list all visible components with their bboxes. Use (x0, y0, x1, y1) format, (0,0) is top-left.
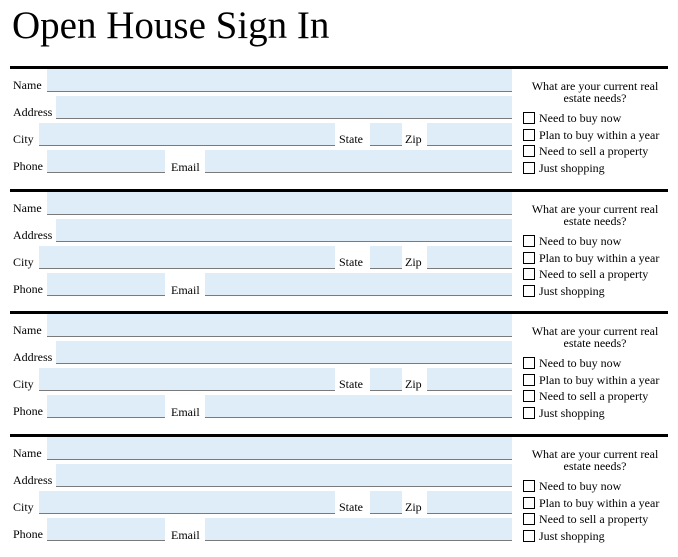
phone-label: Phone (13, 404, 43, 418)
address-field[interactable] (56, 341, 512, 364)
phone-label: Phone (13, 527, 43, 541)
name-label: Name (13, 78, 42, 92)
name-field[interactable] (47, 192, 512, 215)
phone-field[interactable] (47, 518, 165, 541)
question-line-2: estate needs? (563, 214, 627, 228)
option-just-shopping[interactable] (523, 406, 605, 421)
option-label: Plan to buy within a year (539, 127, 660, 142)
name-field[interactable] (47, 314, 512, 337)
option-label: Need to buy now (539, 111, 622, 125)
email-field[interactable] (205, 273, 512, 296)
page-title: Open House Sign In (12, 4, 330, 47)
city-field[interactable] (39, 246, 335, 269)
zip-field[interactable] (427, 368, 512, 391)
phone-label: Phone (13, 159, 43, 173)
zip-field[interactable] (427, 246, 512, 269)
option-label: Plan to buy within a year (539, 372, 660, 387)
address-label: Address (13, 473, 53, 487)
option-just-shopping[interactable] (523, 529, 605, 544)
option-label: Need to sell a property (539, 389, 649, 404)
city-label: City (13, 255, 34, 269)
address-field[interactable] (56, 464, 512, 487)
checkbox[interactable] (523, 480, 535, 492)
question-line-2: estate needs? (563, 336, 627, 350)
question-line-1: What are your current real (531, 447, 659, 461)
option-label: Need to buy now (539, 234, 622, 248)
option-label: Need to sell a property (539, 267, 649, 282)
option-label: Need to sell a property (539, 512, 649, 527)
phone-field[interactable] (47, 150, 165, 173)
name-label: Name (13, 446, 42, 460)
checkbox[interactable] (523, 407, 535, 419)
sign-in-section-4 (0, 434, 678, 556)
phone-field[interactable] (47, 395, 165, 418)
checkbox[interactable] (523, 497, 535, 509)
city-label: City (13, 132, 34, 146)
address-label: Address (13, 228, 53, 242)
email-label: Email (171, 528, 200, 542)
email-field[interactable] (205, 518, 512, 541)
checkbox[interactable] (523, 145, 535, 157)
sign-in-section-1 (0, 66, 678, 188)
question-line-2: estate needs? (563, 91, 627, 105)
checkbox[interactable] (523, 268, 535, 280)
name-label: Name (13, 323, 42, 337)
zip-label: Zip (405, 132, 422, 146)
address-label: Address (13, 350, 53, 364)
checkbox[interactable] (523, 285, 535, 297)
state-label: State (339, 377, 363, 391)
question-line-1: What are your current real (531, 79, 659, 93)
name-label: Name (13, 201, 42, 215)
address-field[interactable] (56, 219, 512, 242)
real-estate-needs-question (525, 203, 665, 227)
option-need-to-buy-now[interactable] (523, 356, 621, 371)
state-field[interactable] (370, 368, 402, 391)
address-field[interactable] (56, 96, 512, 119)
email-field[interactable] (205, 150, 512, 173)
checkbox[interactable] (523, 357, 535, 369)
checkbox[interactable] (523, 112, 535, 124)
option-plan-to-buy-within-year[interactable] (523, 496, 659, 511)
option-just-shopping[interactable] (523, 161, 605, 176)
city-field[interactable] (39, 491, 335, 514)
email-field[interactable] (205, 395, 512, 418)
option-need-to-sell-property[interactable] (523, 389, 648, 404)
checkbox[interactable] (523, 252, 535, 264)
option-label: Just shopping (539, 284, 605, 299)
option-plan-to-buy-within-year[interactable] (523, 373, 659, 388)
state-label: State (339, 255, 363, 269)
question-line-1: What are your current real (531, 324, 659, 338)
zip-label: Zip (405, 500, 422, 514)
option-need-to-buy-now[interactable] (523, 234, 621, 249)
option-label: Plan to buy within a year (539, 495, 660, 510)
state-field[interactable] (370, 491, 402, 514)
checkbox[interactable] (523, 530, 535, 542)
real-estate-needs-question (525, 448, 665, 472)
checkbox[interactable] (523, 129, 535, 141)
option-label: Need to buy now (539, 479, 622, 493)
option-label: Just shopping (539, 406, 605, 421)
option-label: Just shopping (539, 529, 605, 544)
option-label: Just shopping (539, 161, 605, 176)
real-estate-needs-question (525, 325, 665, 349)
name-field[interactable] (47, 69, 512, 92)
city-label: City (13, 377, 34, 391)
phone-field[interactable] (47, 273, 165, 296)
question-line-1: What are your current real (531, 202, 659, 216)
state-label: State (339, 500, 363, 514)
email-label: Email (171, 283, 200, 297)
option-need-to-sell-property[interactable] (523, 512, 648, 527)
email-label: Email (171, 405, 200, 419)
option-need-to-buy-now[interactable] (523, 111, 621, 126)
checkbox[interactable] (523, 374, 535, 386)
state-field[interactable] (370, 123, 402, 146)
city-label: City (13, 500, 34, 514)
question-line-2: estate needs? (563, 459, 627, 473)
name-field[interactable] (47, 437, 512, 460)
city-field[interactable] (39, 368, 335, 391)
state-field[interactable] (370, 246, 402, 269)
option-plan-to-buy-within-year[interactable] (523, 251, 659, 266)
option-plan-to-buy-within-year[interactable] (523, 128, 659, 143)
option-label: Need to sell a property (539, 144, 649, 159)
checkbox[interactable] (523, 390, 535, 402)
real-estate-needs-question (525, 80, 665, 104)
option-need-to-sell-property[interactable] (523, 144, 648, 159)
zip-label: Zip (405, 255, 422, 269)
address-label: Address (13, 105, 53, 119)
zip-field[interactable] (427, 491, 512, 514)
option-label: Need to buy now (539, 356, 622, 370)
option-need-to-buy-now[interactable] (523, 479, 621, 494)
sign-in-section-2 (0, 189, 678, 311)
city-field[interactable] (39, 123, 335, 146)
option-label: Plan to buy within a year (539, 250, 660, 265)
state-label: State (339, 132, 363, 146)
checkbox[interactable] (523, 235, 535, 247)
option-just-shopping[interactable] (523, 284, 605, 299)
option-need-to-sell-property[interactable] (523, 267, 648, 282)
phone-label: Phone (13, 282, 43, 296)
checkbox[interactable] (523, 513, 535, 525)
zip-label: Zip (405, 377, 422, 391)
sign-in-section-3 (0, 311, 678, 433)
email-label: Email (171, 160, 200, 174)
zip-field[interactable] (427, 123, 512, 146)
checkbox[interactable] (523, 162, 535, 174)
